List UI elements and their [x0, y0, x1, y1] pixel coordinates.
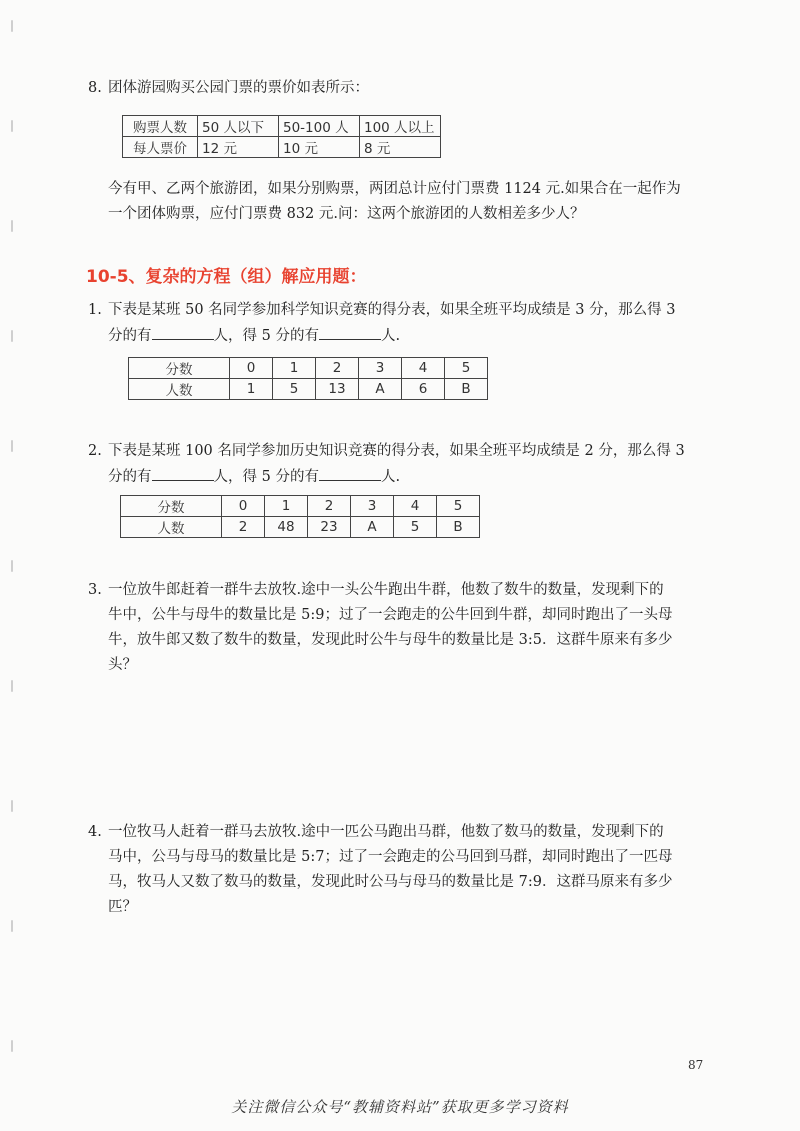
table-cell: 100 人以上 [360, 116, 441, 137]
question-text: 马中，公马与母马的数量比是 5:7；过了一会跑走的公马回到马群，却同时跑出了一匹母 [108, 849, 673, 865]
question-text: 人，得 5 分的有 [213, 469, 319, 485]
table-cell: 2 [308, 496, 351, 517]
answer-blank[interactable] [319, 464, 381, 481]
question-text: 匹？ [108, 899, 137, 915]
binding-holes [8, 0, 18, 1131]
table-cell: 分数 [121, 496, 222, 517]
question-text: 牛中，公牛与母牛的数量比是 5:9；过了一会跑走的公牛回到牛群，却同时跑出了一头母 [108, 607, 673, 623]
table-cell: 5 [394, 517, 437, 538]
question-text: 下表是某班 50 名同学参加科学知识竞赛的得分表，如果全班平均成绩是 3 分，那么得 3 [108, 302, 676, 318]
question-number: 2. [88, 443, 102, 459]
question-text: 分的有 [108, 328, 152, 344]
table-cell: 人数 [121, 517, 222, 538]
table-cell: 5 [273, 379, 316, 400]
table-cell: 8 元 [360, 137, 441, 158]
table-row [121, 496, 480, 517]
body-line: 一个团体购票，应付门票费 832 元.问：这两个旅游团的人数相差多少人？ [108, 206, 585, 222]
question-number: 1. [88, 302, 102, 318]
ticket-price-table [122, 115, 441, 158]
table-cell: 1 [230, 379, 273, 400]
question-text: 人，得 5 分的有 [213, 328, 319, 344]
table-cell: 50-100 人 [279, 116, 360, 137]
table-cell: 3 [359, 358, 402, 379]
table-cell: 4 [394, 496, 437, 517]
table-cell: 5 [445, 358, 488, 379]
question-text: 马，牧马人又数了数马的数量，发现此时公马与母马的数量比是 7:9．这群马原来有多少 [108, 874, 673, 890]
question-1-prompt [88, 298, 728, 349]
question-text: 人. [380, 328, 401, 344]
table-cell: 4 [402, 358, 445, 379]
page-number: 87 [688, 1058, 704, 1072]
question-3 [88, 578, 728, 678]
table-cell: 5 [437, 496, 480, 517]
history-score-table [120, 495, 480, 538]
table-cell: 分数 [129, 358, 230, 379]
question-text: 一位牧马人赶着一群马去放牧.途中一匹公马跑出马群，他数了数马的数量，发现剩下的 [108, 824, 664, 840]
question-text: 分的有 [108, 469, 152, 485]
footer-note: 关注微信公众号“教辅资料站”获取更多学习资料 [231, 1098, 569, 1116]
table-cell: 10 元 [279, 137, 360, 158]
table-cell: 0 [222, 496, 265, 517]
table-cell: 3 [351, 496, 394, 517]
question-text: 头？ [108, 657, 137, 673]
question-number: 3. [88, 582, 102, 598]
question-4 [88, 820, 728, 920]
table-cell: 50 人以下 [198, 116, 279, 137]
table-cell: A [359, 379, 402, 400]
table-cell: 2 [316, 358, 359, 379]
answer-blank[interactable] [152, 323, 214, 340]
table-cell: A [351, 517, 394, 538]
table-cell: 每人票价 [123, 137, 198, 158]
table-cell: 13 [316, 379, 359, 400]
question-number: 4. [88, 824, 102, 840]
question-text: 下表是某班 100 名同学参加历史知识竞赛的得分表，如果全班平均成绩是 2 分，那么得 3 [108, 443, 685, 459]
table-row [121, 517, 480, 538]
answer-blank[interactable] [319, 323, 381, 340]
question-8-prompt [88, 76, 728, 101]
table-cell: 人数 [129, 379, 230, 400]
answer-blank[interactable] [152, 464, 214, 481]
table-cell: 48 [265, 517, 308, 538]
question-text: 人. [380, 469, 401, 485]
table-cell: 23 [308, 517, 351, 538]
table-cell: B [437, 517, 480, 538]
table-cell: 12 元 [198, 137, 279, 158]
table-cell: 1 [265, 496, 308, 517]
table-row [129, 379, 488, 400]
question-8-body [108, 177, 728, 227]
question-text: 一位放牛郎赶着一群牛去放牧.途中一头公牛跑出牛群，他数了数牛的数量，发现剩下的 [108, 582, 664, 598]
question-2-prompt [88, 439, 728, 490]
table-row [123, 116, 441, 137]
table-row [129, 358, 488, 379]
section-title: 10-5、复杂的方程（组）解应用题： [86, 267, 367, 287]
table-row [123, 137, 441, 158]
body-line: 今有甲、乙两个旅游团，如果分别购票，两团总计应付门票费 1124 元.如果合在一起作为 [108, 181, 681, 197]
table-cell: 购票人数 [123, 116, 198, 137]
table-cell: 6 [402, 379, 445, 400]
table-cell: 2 [222, 517, 265, 538]
question-text: 团体游园购买公园门票的票价如表所示： [108, 80, 369, 96]
table-cell: 1 [273, 358, 316, 379]
table-cell: 0 [230, 358, 273, 379]
question-text: 牛，放牛郎又数了数牛的数量，发现此时公牛与母牛的数量比是 3:5．这群牛原来有多少 [108, 632, 673, 648]
question-number: 8. [88, 80, 102, 96]
science-score-table [128, 357, 488, 400]
table-cell: B [445, 379, 488, 400]
